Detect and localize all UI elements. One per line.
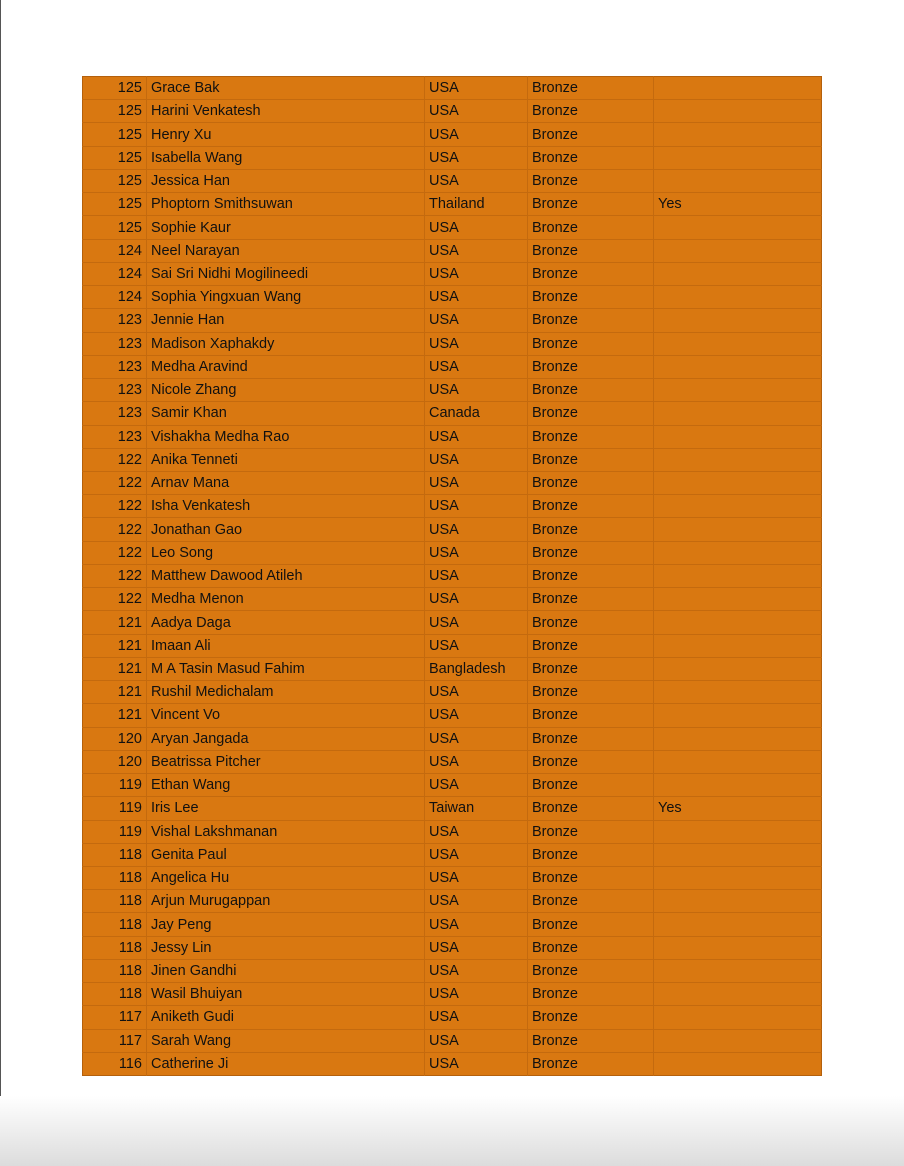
table-row [83,588,822,611]
table-row [83,100,822,123]
award-cell: Bronze [528,866,654,889]
score-cell: 119 [83,797,147,820]
name-cell: Neel Narayan [147,239,425,262]
award-cell: Bronze [528,332,654,355]
name-cell: Ethan Wang [147,774,425,797]
award-cell: Bronze [528,704,654,727]
international-cell [654,634,822,657]
name-cell: Aryan Jangada [147,727,425,750]
award-cell: Bronze [528,564,654,587]
name-cell: Leo Song [147,541,425,564]
award-cell: Bronze [528,913,654,936]
country-cell: USA [425,1052,528,1075]
score-cell: 124 [83,262,147,285]
international-cell [654,611,822,634]
award-cell: Bronze [528,448,654,471]
award-cell: Bronze [528,657,654,680]
award-cell: Bronze [528,169,654,192]
score-cell: 118 [83,843,147,866]
international-cell [654,843,822,866]
table-row [83,355,822,378]
award-cell: Bronze [528,286,654,309]
country-cell: Thailand [425,193,528,216]
score-cell: 123 [83,379,147,402]
award-cell: Bronze [528,425,654,448]
international-cell: Yes [654,193,822,216]
table-row [83,541,822,564]
name-cell: Vishakha Medha Rao [147,425,425,448]
name-cell: Anika Tenneti [147,448,425,471]
international-cell: Yes [654,797,822,820]
table-row [83,425,822,448]
international-cell [654,262,822,285]
viewer-left-border [0,0,1,1166]
award-cell: Bronze [528,518,654,541]
table-row [83,77,822,100]
name-cell: Vishal Lakshmanan [147,820,425,843]
international-cell [654,495,822,518]
country-cell: USA [425,959,528,982]
table-row [83,169,822,192]
score-cell: 125 [83,146,147,169]
name-cell: Jessy Lin [147,936,425,959]
international-cell [654,1029,822,1052]
table-row [83,262,822,285]
international-cell [654,309,822,332]
award-cell: Bronze [528,193,654,216]
table-row [83,402,822,425]
name-cell: Isha Venkatesh [147,495,425,518]
name-cell: Jennie Han [147,309,425,332]
country-cell: USA [425,495,528,518]
award-cell: Bronze [528,634,654,657]
name-cell: Henry Xu [147,123,425,146]
international-cell [654,750,822,773]
country-cell: USA [425,727,528,750]
international-cell [654,681,822,704]
name-cell: Sai Sri Nidhi Mogilineedi [147,262,425,285]
table-row [83,1029,822,1052]
country-cell: USA [425,146,528,169]
score-cell: 125 [83,100,147,123]
name-cell: Arnav Mana [147,471,425,494]
score-cell: 118 [83,959,147,982]
name-cell: M A Tasin Masud Fahim [147,657,425,680]
name-cell: Iris Lee [147,797,425,820]
name-cell: Jinen Gandhi [147,959,425,982]
table-row [83,913,822,936]
country-cell: USA [425,169,528,192]
country-cell: Canada [425,402,528,425]
award-cell: Bronze [528,983,654,1006]
award-cell: Bronze [528,890,654,913]
country-cell: USA [425,262,528,285]
international-cell [654,913,822,936]
score-cell: 125 [83,193,147,216]
table-row [83,471,822,494]
international-cell [654,100,822,123]
award-cell: Bronze [528,355,654,378]
name-cell: Medha Aravind [147,355,425,378]
country-cell: USA [425,774,528,797]
table-row [83,843,822,866]
name-cell: Vincent Vo [147,704,425,727]
award-cell: Bronze [528,611,654,634]
country-cell: USA [425,704,528,727]
country-cell: USA [425,286,528,309]
name-cell: Phoptorn Smithsuwan [147,193,425,216]
table-row [83,448,822,471]
country-cell: USA [425,820,528,843]
country-cell: USA [425,750,528,773]
score-cell: 122 [83,448,147,471]
score-cell: 125 [83,169,147,192]
international-cell [654,425,822,448]
country-cell: USA [425,77,528,100]
international-cell [654,564,822,587]
name-cell: Medha Menon [147,588,425,611]
table-row [83,146,822,169]
name-cell: Wasil Bhuiyan [147,983,425,1006]
table-row [83,286,822,309]
table-row [83,983,822,1006]
table-row [83,1052,822,1075]
table-row [83,495,822,518]
table-row [83,123,822,146]
award-cell: Bronze [528,936,654,959]
score-cell: 122 [83,495,147,518]
table-row [83,216,822,239]
international-cell [654,541,822,564]
results-table [82,76,822,1076]
award-cell: Bronze [528,1052,654,1075]
score-cell: 118 [83,936,147,959]
country-cell: USA [425,1006,528,1029]
international-cell [654,146,822,169]
score-cell: 124 [83,239,147,262]
score-cell: 122 [83,518,147,541]
name-cell: Jonathan Gao [147,518,425,541]
international-cell [654,77,822,100]
score-cell: 123 [83,355,147,378]
country-cell: USA [425,332,528,355]
country-cell: USA [425,681,528,704]
score-cell: 117 [83,1029,147,1052]
international-cell [654,286,822,309]
international-cell [654,959,822,982]
table-row [83,866,822,889]
international-cell [654,123,822,146]
score-cell: 121 [83,704,147,727]
score-cell: 118 [83,983,147,1006]
country-cell: USA [425,564,528,587]
name-cell: Harini Venkatesh [147,100,425,123]
country-cell: USA [425,100,528,123]
score-cell: 123 [83,425,147,448]
score-cell: 123 [83,332,147,355]
table-row [83,727,822,750]
country-cell: USA [425,913,528,936]
name-cell: Rushil Medichalam [147,681,425,704]
score-cell: 121 [83,657,147,680]
name-cell: Aniketh Gudi [147,1006,425,1029]
international-cell [654,355,822,378]
score-cell: 123 [83,309,147,332]
award-cell: Bronze [528,1006,654,1029]
score-cell: 118 [83,890,147,913]
score-cell: 118 [83,866,147,889]
score-cell: 121 [83,634,147,657]
international-cell [654,890,822,913]
name-cell: Nicole Zhang [147,379,425,402]
name-cell: Imaan Ali [147,634,425,657]
country-cell: USA [425,541,528,564]
international-cell [654,169,822,192]
award-cell: Bronze [528,77,654,100]
international-cell [654,1052,822,1075]
score-cell: 121 [83,681,147,704]
award-cell: Bronze [528,1029,654,1052]
table-row [83,611,822,634]
page-bottom-shadow [0,1096,904,1166]
international-cell [654,216,822,239]
score-cell: 119 [83,820,147,843]
country-cell: USA [425,425,528,448]
country-cell: USA [425,1029,528,1052]
international-cell [654,774,822,797]
table-row [83,750,822,773]
international-cell [654,588,822,611]
score-cell: 121 [83,611,147,634]
score-cell: 119 [83,774,147,797]
score-cell: 125 [83,216,147,239]
table-row [83,704,822,727]
country-cell: USA [425,518,528,541]
country-cell: USA [425,588,528,611]
country-cell: USA [425,611,528,634]
score-cell: 122 [83,588,147,611]
table-row [83,518,822,541]
score-cell: 122 [83,541,147,564]
country-cell: Taiwan [425,797,528,820]
award-cell: Bronze [528,379,654,402]
name-cell: Catherine Ji [147,1052,425,1075]
name-cell: Jay Peng [147,913,425,936]
award-cell: Bronze [528,402,654,425]
results-table-body [83,77,822,1076]
table-row [83,890,822,913]
score-cell: 120 [83,727,147,750]
table-row [83,774,822,797]
table-row [83,936,822,959]
international-cell [654,332,822,355]
award-cell: Bronze [528,495,654,518]
international-cell [654,471,822,494]
table-row [83,379,822,402]
country-cell: Bangladesh [425,657,528,680]
award-cell: Bronze [528,216,654,239]
award-cell: Bronze [528,727,654,750]
name-cell: Genita Paul [147,843,425,866]
international-cell [654,1006,822,1029]
award-cell: Bronze [528,750,654,773]
name-cell: Angelica Hu [147,866,425,889]
award-cell: Bronze [528,123,654,146]
country-cell: USA [425,983,528,1006]
score-cell: 118 [83,913,147,936]
name-cell: Isabella Wang [147,146,425,169]
country-cell: USA [425,355,528,378]
table-row [83,332,822,355]
award-cell: Bronze [528,100,654,123]
table-row [83,564,822,587]
award-cell: Bronze [528,146,654,169]
score-cell: 125 [83,123,147,146]
name-cell: Arjun Murugappan [147,890,425,913]
score-cell: 116 [83,1052,147,1075]
table-row [83,820,822,843]
award-cell: Bronze [528,541,654,564]
award-cell: Bronze [528,681,654,704]
table-row [83,1006,822,1029]
score-cell: 123 [83,402,147,425]
country-cell: USA [425,216,528,239]
international-cell [654,866,822,889]
international-cell [654,727,822,750]
country-cell: USA [425,379,528,402]
international-cell [654,448,822,471]
score-cell: 124 [83,286,147,309]
international-cell [654,936,822,959]
award-cell: Bronze [528,239,654,262]
international-cell [654,379,822,402]
award-cell: Bronze [528,471,654,494]
international-cell [654,983,822,1006]
country-cell: USA [425,448,528,471]
country-cell: USA [425,936,528,959]
score-cell: 120 [83,750,147,773]
award-cell: Bronze [528,797,654,820]
international-cell [654,518,822,541]
award-cell: Bronze [528,309,654,332]
country-cell: USA [425,123,528,146]
international-cell [654,704,822,727]
country-cell: USA [425,471,528,494]
country-cell: USA [425,239,528,262]
international-cell [654,239,822,262]
country-cell: USA [425,309,528,332]
table-row [83,309,822,332]
name-cell: Sarah Wang [147,1029,425,1052]
name-cell: Samir Khan [147,402,425,425]
award-cell: Bronze [528,843,654,866]
table-row [83,634,822,657]
score-cell: 122 [83,564,147,587]
table-row [83,193,822,216]
name-cell: Aadya Daga [147,611,425,634]
score-cell: 125 [83,77,147,100]
name-cell: Beatrissa Pitcher [147,750,425,773]
international-cell [654,402,822,425]
table-row [83,681,822,704]
award-cell: Bronze [528,959,654,982]
name-cell: Grace Bak [147,77,425,100]
international-cell [654,657,822,680]
name-cell: Madison Xaphakdy [147,332,425,355]
international-cell [654,820,822,843]
award-cell: Bronze [528,820,654,843]
award-cell: Bronze [528,774,654,797]
name-cell: Sophia Yingxuan Wang [147,286,425,309]
score-cell: 117 [83,1006,147,1029]
table-row [83,959,822,982]
name-cell: Jessica Han [147,169,425,192]
country-cell: USA [425,634,528,657]
award-cell: Bronze [528,262,654,285]
name-cell: Sophie Kaur [147,216,425,239]
table-row [83,797,822,820]
country-cell: USA [425,843,528,866]
table-row [83,239,822,262]
country-cell: USA [425,866,528,889]
name-cell: Matthew Dawood Atileh [147,564,425,587]
score-cell: 122 [83,471,147,494]
table-row [83,657,822,680]
country-cell: USA [425,890,528,913]
award-cell: Bronze [528,588,654,611]
